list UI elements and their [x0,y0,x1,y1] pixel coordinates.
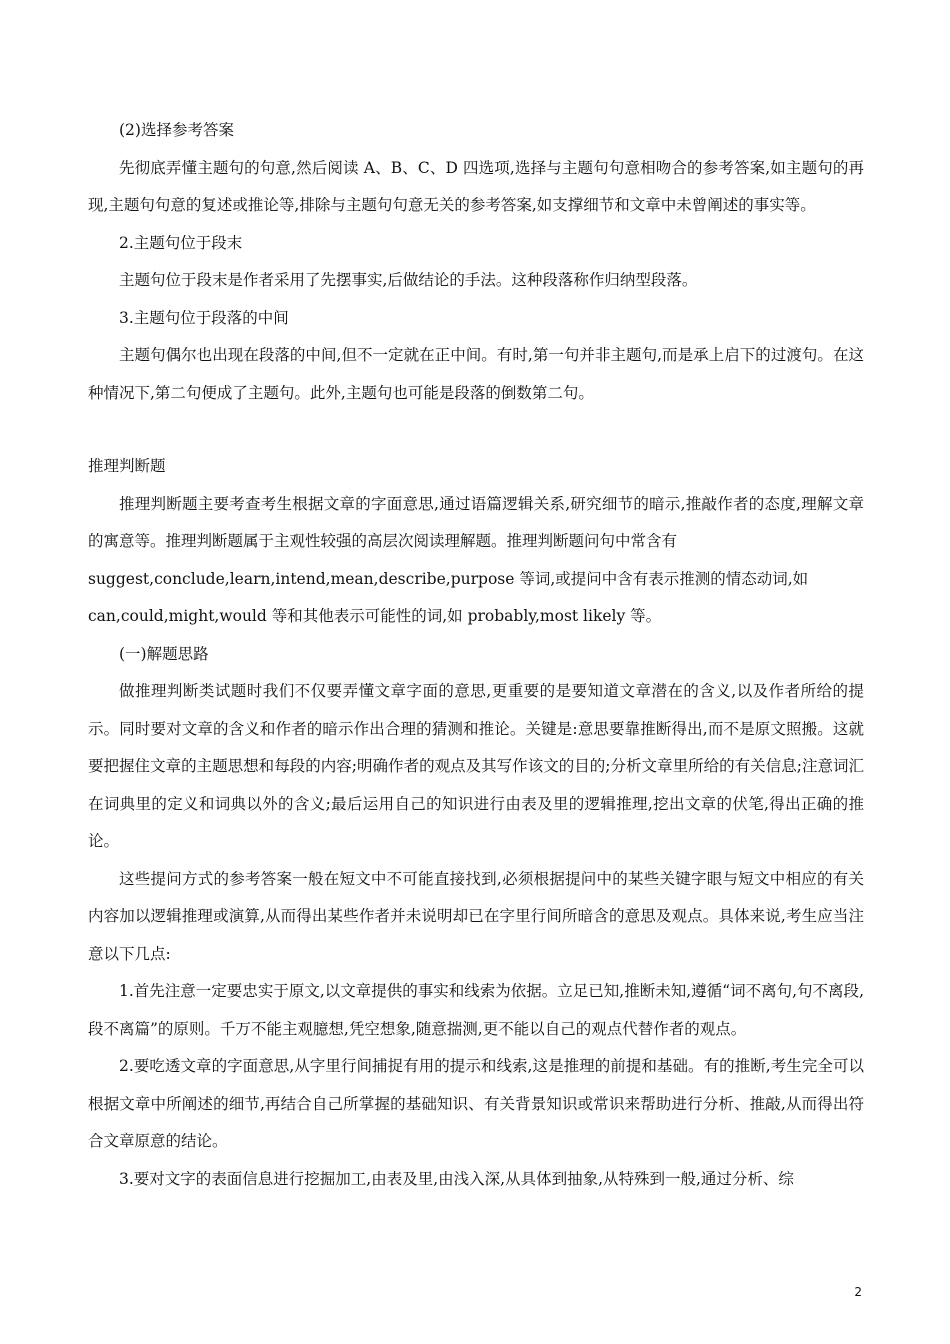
paragraph: 主题句偶尔也出现在段落的中间,但不一定就在正中间。有时,第一句并非主题句,而是承上启下的过渡句。在这种情况下,第二句便成了主题句。此外,主题句也可能是段落的倒数第二句。 [88,346,864,402]
paragraph: 主题句位于段末是作者采用了先摆事实,后做结论的手法。这种段落称作归纳型段落。 [119,271,698,289]
subheading-end-of-paragraph: 2.主题句位于段末 [119,233,243,252]
paragraph: 这些提问方式的参考答案一般在短文中不可能直接找到,必须根据提问中的某些关键字眼与短文中相应的有关内容加以逻辑推理或演算,从而得出某些作者并未说明却已在字里行间所暗含的意思及观点。具体来说,考生应当注意以下几点: [88,869,864,963]
list-item-3: 3.要对文字的表面信息进行挖掘加工,由表及里,由浅入深,从具体到抽象,从特殊到一般,通过分析、综 [119,1169,794,1188]
list-item-1: 1.首先注意一定要忠实于原文,以文章提供的事实和线索为依据。立足已知,推断未知,遵循“词不离句,句不离段,段不离篇”的原则。千万不能主观臆想,凭空想象,随意揣测,更不能以自己的观点代替作者的观点。 [88,982,864,1038]
subheading-approach: (一)解题思路 [119,644,209,663]
section-spacer [88,412,864,448]
page-number: 2 [854,1285,862,1299]
subheading-select-answer: (2)选择参考答案 [119,121,234,139]
paragraph: 先彻底弄懂主题句的句意,然后阅读 A、B、C、D 四选项,选择与主题句句意相吻合的参考答案,如主题句的再现,主题句句意的复述或推论等,排除与主题句句意无关的参考答案,如支撑细节和文章中未曾阐述的事实等。 [88,158,864,214]
intro-paragraph-line: can,could,might,would 等和其他表示可能性的词,如 probably,most likely 等。 [88,607,662,625]
intro-paragraph: 推理判断题主要考查考生根据文章的字面意思,通过语篇逻辑关系,研究细节的暗示,推敲作者的态度,理解文章的寓意等。推理判断题属于主观性较强的高层次阅读理解题。推理判断题问句中常含有 [88,494,864,550]
document-body [88,112,864,1198]
intro-paragraph-line: suggest,conclude,learn,intend,mean,describe,purpose 等词,或提问中含有表示推测的情态动词,如 [88,569,809,588]
subheading-middle-of-paragraph: 3.主题句位于段落的中间 [119,308,289,327]
paragraph: 做推理判断类试题时我们不仅要弄懂文章字面的意思,更重要的是要知道文章潜在的含义,以及作者所给的提示。同时要对文章的含义和作者的暗示作出合理的猜测和推论。关键是:意思要靠推断得出,而不是原文照搬。这就要把握住文章的主题思想和每段的内容;明确作者的观点及其写作该文的目的;分析文章里所给的有关信息;注意词汇在词典里的定义和词典以外的含义;最后运用自己的知识进行由表及里的逻辑推理,挖出文章的伏笔,得出正确的推论。 [88,682,864,850]
list-item-2: 2.要吃透文章的字面意思,从字里行间捕捉有用的提示和线索,这是推理的前提和基础。有的推断,考生完全可以根据文章中所阐述的细节,再结合自己所掌握的基础知识、有关背景知识或常识来帮助进行分析、推敲,从而得出符合文章原意的结论。 [88,1057,864,1150]
section-heading: 推理判断题 [88,457,166,475]
